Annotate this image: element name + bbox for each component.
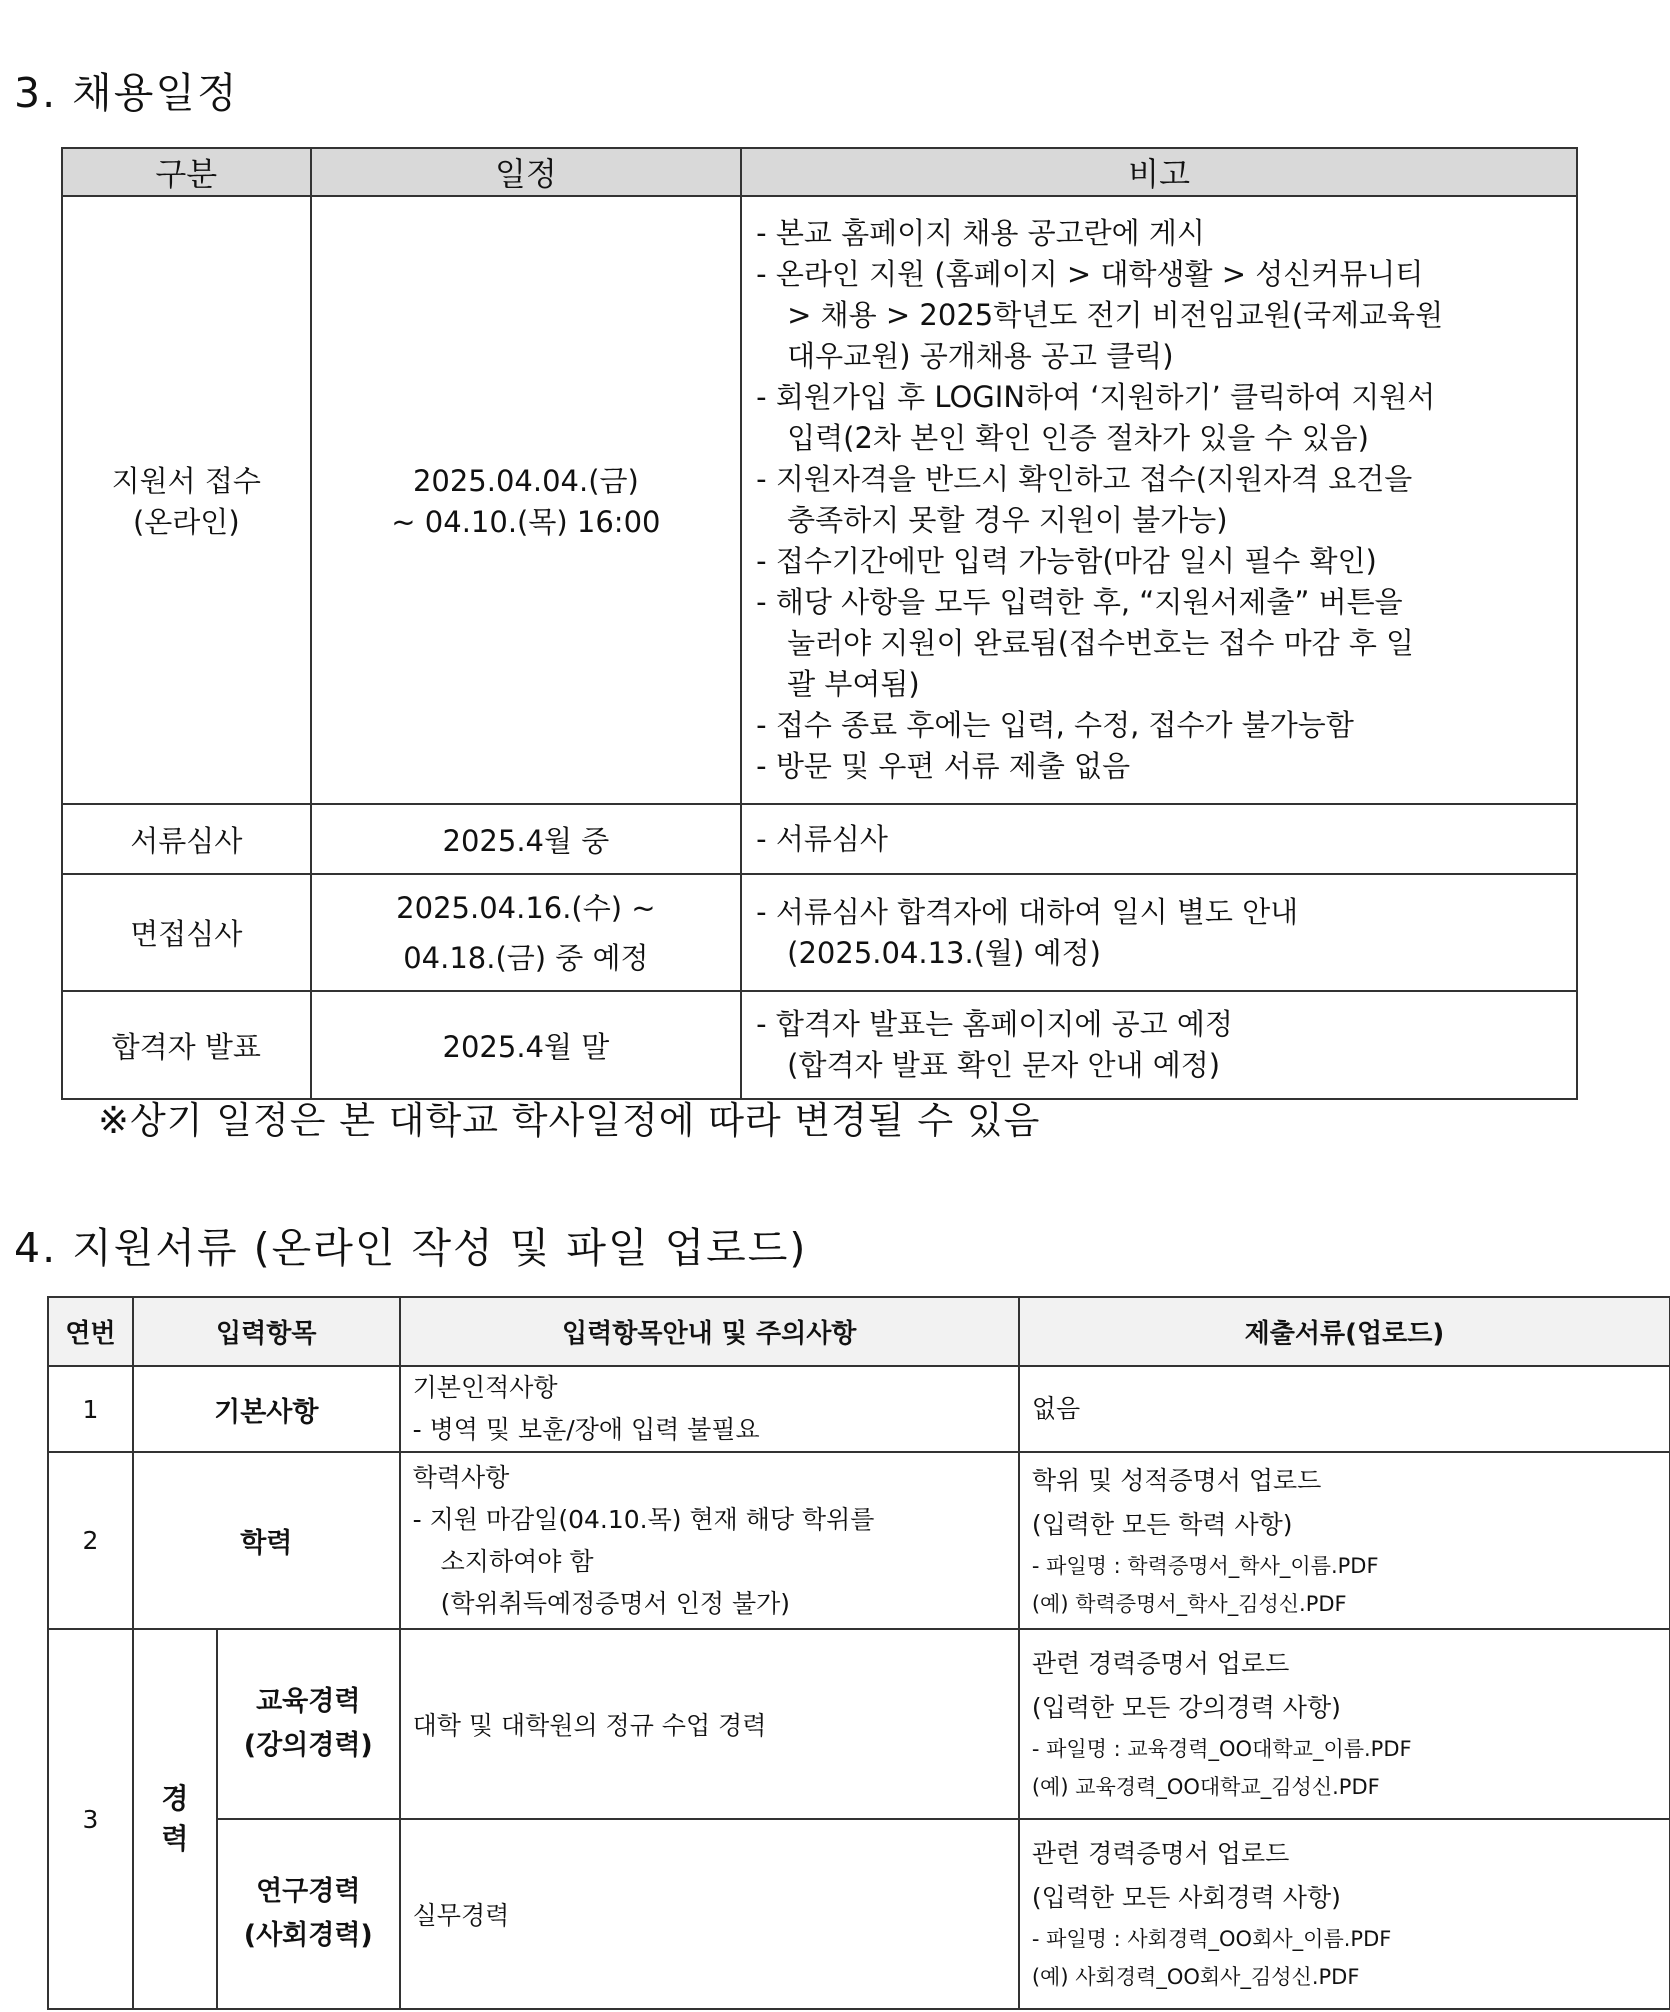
category-line: 면접심사 bbox=[130, 917, 243, 951]
schedule-remarks bbox=[741, 804, 1577, 874]
remark-line: > 채용 > 2025학년도 전기 비전임교원(국제교육원 bbox=[787, 298, 1444, 332]
doc-line: (입력한 모든 학력 사항) bbox=[1031, 1509, 1293, 1539]
date-line: 04.18.(금) 중 예정 bbox=[403, 940, 649, 975]
remark-line: - 합격자 발표는 홈페이지에 공고 예정 bbox=[756, 1007, 1233, 1041]
remark-line: 대우교원) 공개채용 공고 클릭) bbox=[787, 339, 1174, 373]
guide-line: 소지하여야 함 bbox=[440, 1546, 594, 1576]
documents-header-docs: 제출서류(업로드) bbox=[1019, 1297, 1670, 1366]
date-line: 2025.04.16.(수) ~ bbox=[396, 890, 656, 925]
schedule-header-date: 일정 bbox=[311, 148, 742, 196]
doc-line: - 파일명 : 사회경력_OO회사_이름.PDF bbox=[1031, 1927, 1392, 1951]
schedule-date bbox=[311, 874, 742, 991]
section4-title: 4. 지원서류 (온라인 작성 및 파일 업로드) bbox=[14, 1224, 808, 1272]
remark-line: - 회원가입 후 LOGIN하여 ‘지원하기’ 클릭하여 지원서 bbox=[756, 380, 1436, 414]
remark-line: 입력(2차 본인 확인 인증 절차가 있을 수 있음) bbox=[787, 421, 1370, 455]
guide-line: - 지원 마감일(04.10.목) 현재 해당 학위를 bbox=[412, 1504, 875, 1534]
doc-line: (예) 교육경력_OO대학교_김성신.PDF bbox=[1031, 1775, 1380, 1799]
category-line: (온라인) bbox=[132, 505, 240, 539]
remark-line: 괄 부여됨) bbox=[787, 667, 920, 701]
remark-line: - 서류심사 bbox=[756, 821, 888, 856]
schedule-header-row bbox=[62, 148, 1577, 196]
category-line: 서류심사 bbox=[130, 823, 243, 858]
guide-line: - 병역 및 보훈/장애 입력 불필요 bbox=[412, 1415, 760, 1444]
career-sub-item-line: 연구경력 bbox=[256, 1876, 361, 1907]
remark-line: - 지원자격을 반드시 확인하고 접수(지원자격 요건을 bbox=[756, 462, 1413, 496]
career-sub-item-line: (강의경력) bbox=[243, 1730, 373, 1761]
input-item: 기본사항 bbox=[133, 1366, 400, 1452]
schedule-category bbox=[62, 991, 311, 1099]
required-docs bbox=[1019, 1629, 1670, 1819]
required-docs bbox=[1019, 1366, 1670, 1452]
schedule-row bbox=[62, 196, 1577, 804]
category-line: 지원서 접수 bbox=[111, 464, 261, 498]
remark-line: 충족하지 못할 경우 지원이 불가능) bbox=[787, 503, 1228, 537]
career-group-text: 경력 bbox=[161, 1782, 189, 1855]
required-docs bbox=[1019, 1452, 1670, 1629]
schedule-date bbox=[311, 196, 742, 804]
schedule-row bbox=[62, 991, 1577, 1099]
documents-row bbox=[48, 1819, 1670, 2009]
input-guide bbox=[400, 1366, 1019, 1452]
schedule-remarks bbox=[741, 874, 1577, 991]
doc-line: 학위 및 성적증명서 업로드 bbox=[1031, 1465, 1322, 1495]
schedule-row bbox=[62, 874, 1577, 991]
remark-line: (2025.04.13.(월) 예정) bbox=[787, 935, 1101, 970]
schedule-header-category: 구분 bbox=[62, 148, 311, 196]
doc-line: (입력한 모든 사회경력 사항) bbox=[1031, 1883, 1341, 1912]
remark-line: - 접수기간에만 입력 가능함(마감 일시 필수 확인) bbox=[756, 544, 1377, 578]
doc-line: - 파일명 : 교육경력_OO대학교_이름.PDF bbox=[1031, 1737, 1412, 1761]
career-guide: 실무경력 bbox=[400, 1819, 1019, 2009]
schedule-date bbox=[311, 991, 742, 1099]
date-line: ~ 04.10.(목) 16:00 bbox=[391, 505, 661, 539]
documents-header-no: 연번 bbox=[48, 1297, 133, 1366]
guide-line: (학위취득예정증명서 인정 불가) bbox=[440, 1588, 791, 1618]
section3-title: 3. 채용일정 bbox=[14, 69, 239, 117]
schedule-remarks bbox=[741, 196, 1577, 804]
input-guide bbox=[400, 1452, 1019, 1629]
category-line: 합격자 발표 bbox=[111, 1029, 261, 1064]
row-number: 1 bbox=[48, 1366, 133, 1452]
row-number: 2 bbox=[48, 1452, 133, 1629]
career-sub-item-line: 교육경력 bbox=[256, 1686, 361, 1717]
remark-line: - 접수 종료 후에는 입력, 수정, 접수가 불가능함 bbox=[756, 708, 1354, 742]
guide-line: 기본인적사항 bbox=[412, 1373, 558, 1402]
doc-line: 관련 경력증명서 업로드 bbox=[1031, 1649, 1290, 1678]
documents-header-item: 입력항목 bbox=[133, 1297, 400, 1366]
remark-line: - 해당 사항을 모두 입력한 후, “지원서제출” 버튼을 bbox=[756, 585, 1403, 619]
schedule-remarks bbox=[741, 991, 1577, 1099]
doc-line: - 파일명 : 학력증명서_학사_이름.PDF bbox=[1031, 1553, 1379, 1578]
schedule-note: ※상기 일정은 본 대학교 학사일정에 따라 변경될 수 있음 bbox=[98, 1099, 1041, 1142]
date-line: 2025.4월 말 bbox=[442, 1029, 610, 1064]
documents-row bbox=[48, 1452, 1670, 1629]
doc-line: 없음 bbox=[1031, 1394, 1081, 1423]
date-line: 2025.04.04.(금) bbox=[412, 464, 639, 498]
remark-line: - 본교 홈페이지 채용 공고란에 게시 bbox=[756, 216, 1205, 250]
schedule-category bbox=[62, 196, 311, 804]
career-group-label bbox=[133, 1629, 217, 2009]
doc-line: (예) 사회경력_OO회사_김성신.PDF bbox=[1031, 1965, 1360, 1989]
schedule-header-remarks: 비고 bbox=[741, 148, 1577, 196]
schedule-row bbox=[62, 804, 1577, 874]
doc-line: 관련 경력증명서 업로드 bbox=[1031, 1839, 1290, 1868]
career-guide: 대학 및 대학원의 정규 수업 경력 bbox=[400, 1629, 1019, 1819]
remark-line: - 서류심사 합격자에 대하여 일시 별도 안내 bbox=[756, 894, 1299, 929]
career-sub-item-line: (사회경력) bbox=[243, 1920, 373, 1951]
guide-line: 학력사항 bbox=[412, 1462, 510, 1492]
doc-line: (예) 학력증명서_학사_김성신.PDF bbox=[1031, 1591, 1347, 1616]
documents-header-guide: 입력항목안내 및 주의사항 bbox=[400, 1297, 1019, 1366]
schedule-category bbox=[62, 874, 311, 991]
career-sub-item bbox=[217, 1819, 400, 2009]
remark-line: - 방문 및 우편 서류 제출 없음 bbox=[756, 749, 1131, 783]
remark-line: - 온라인 지원 (홈페이지 > 대학생활 > 성신커뮤니티 bbox=[756, 257, 1424, 291]
remark-line: (합격자 발표 확인 문자 안내 예정) bbox=[787, 1048, 1221, 1082]
remark-line: 눌러야 지원이 완료됨(접수번호는 접수 마감 후 일 bbox=[787, 626, 1415, 660]
documents-row bbox=[48, 1629, 1670, 1819]
required-docs bbox=[1019, 1819, 1670, 2009]
doc-line: (입력한 모든 강의경력 사항) bbox=[1031, 1693, 1341, 1722]
documents-row bbox=[48, 1366, 1670, 1452]
schedule-date bbox=[311, 804, 742, 874]
date-line: 2025.4월 중 bbox=[442, 823, 610, 858]
schedule-table bbox=[61, 147, 1578, 1100]
row-number: 3 bbox=[48, 1629, 133, 2009]
input-item: 학력 bbox=[133, 1452, 400, 1629]
documents-table bbox=[47, 1296, 1670, 2010]
career-sub-item bbox=[217, 1629, 400, 1819]
documents-header-row bbox=[48, 1297, 1670, 1366]
schedule-category bbox=[62, 804, 311, 874]
